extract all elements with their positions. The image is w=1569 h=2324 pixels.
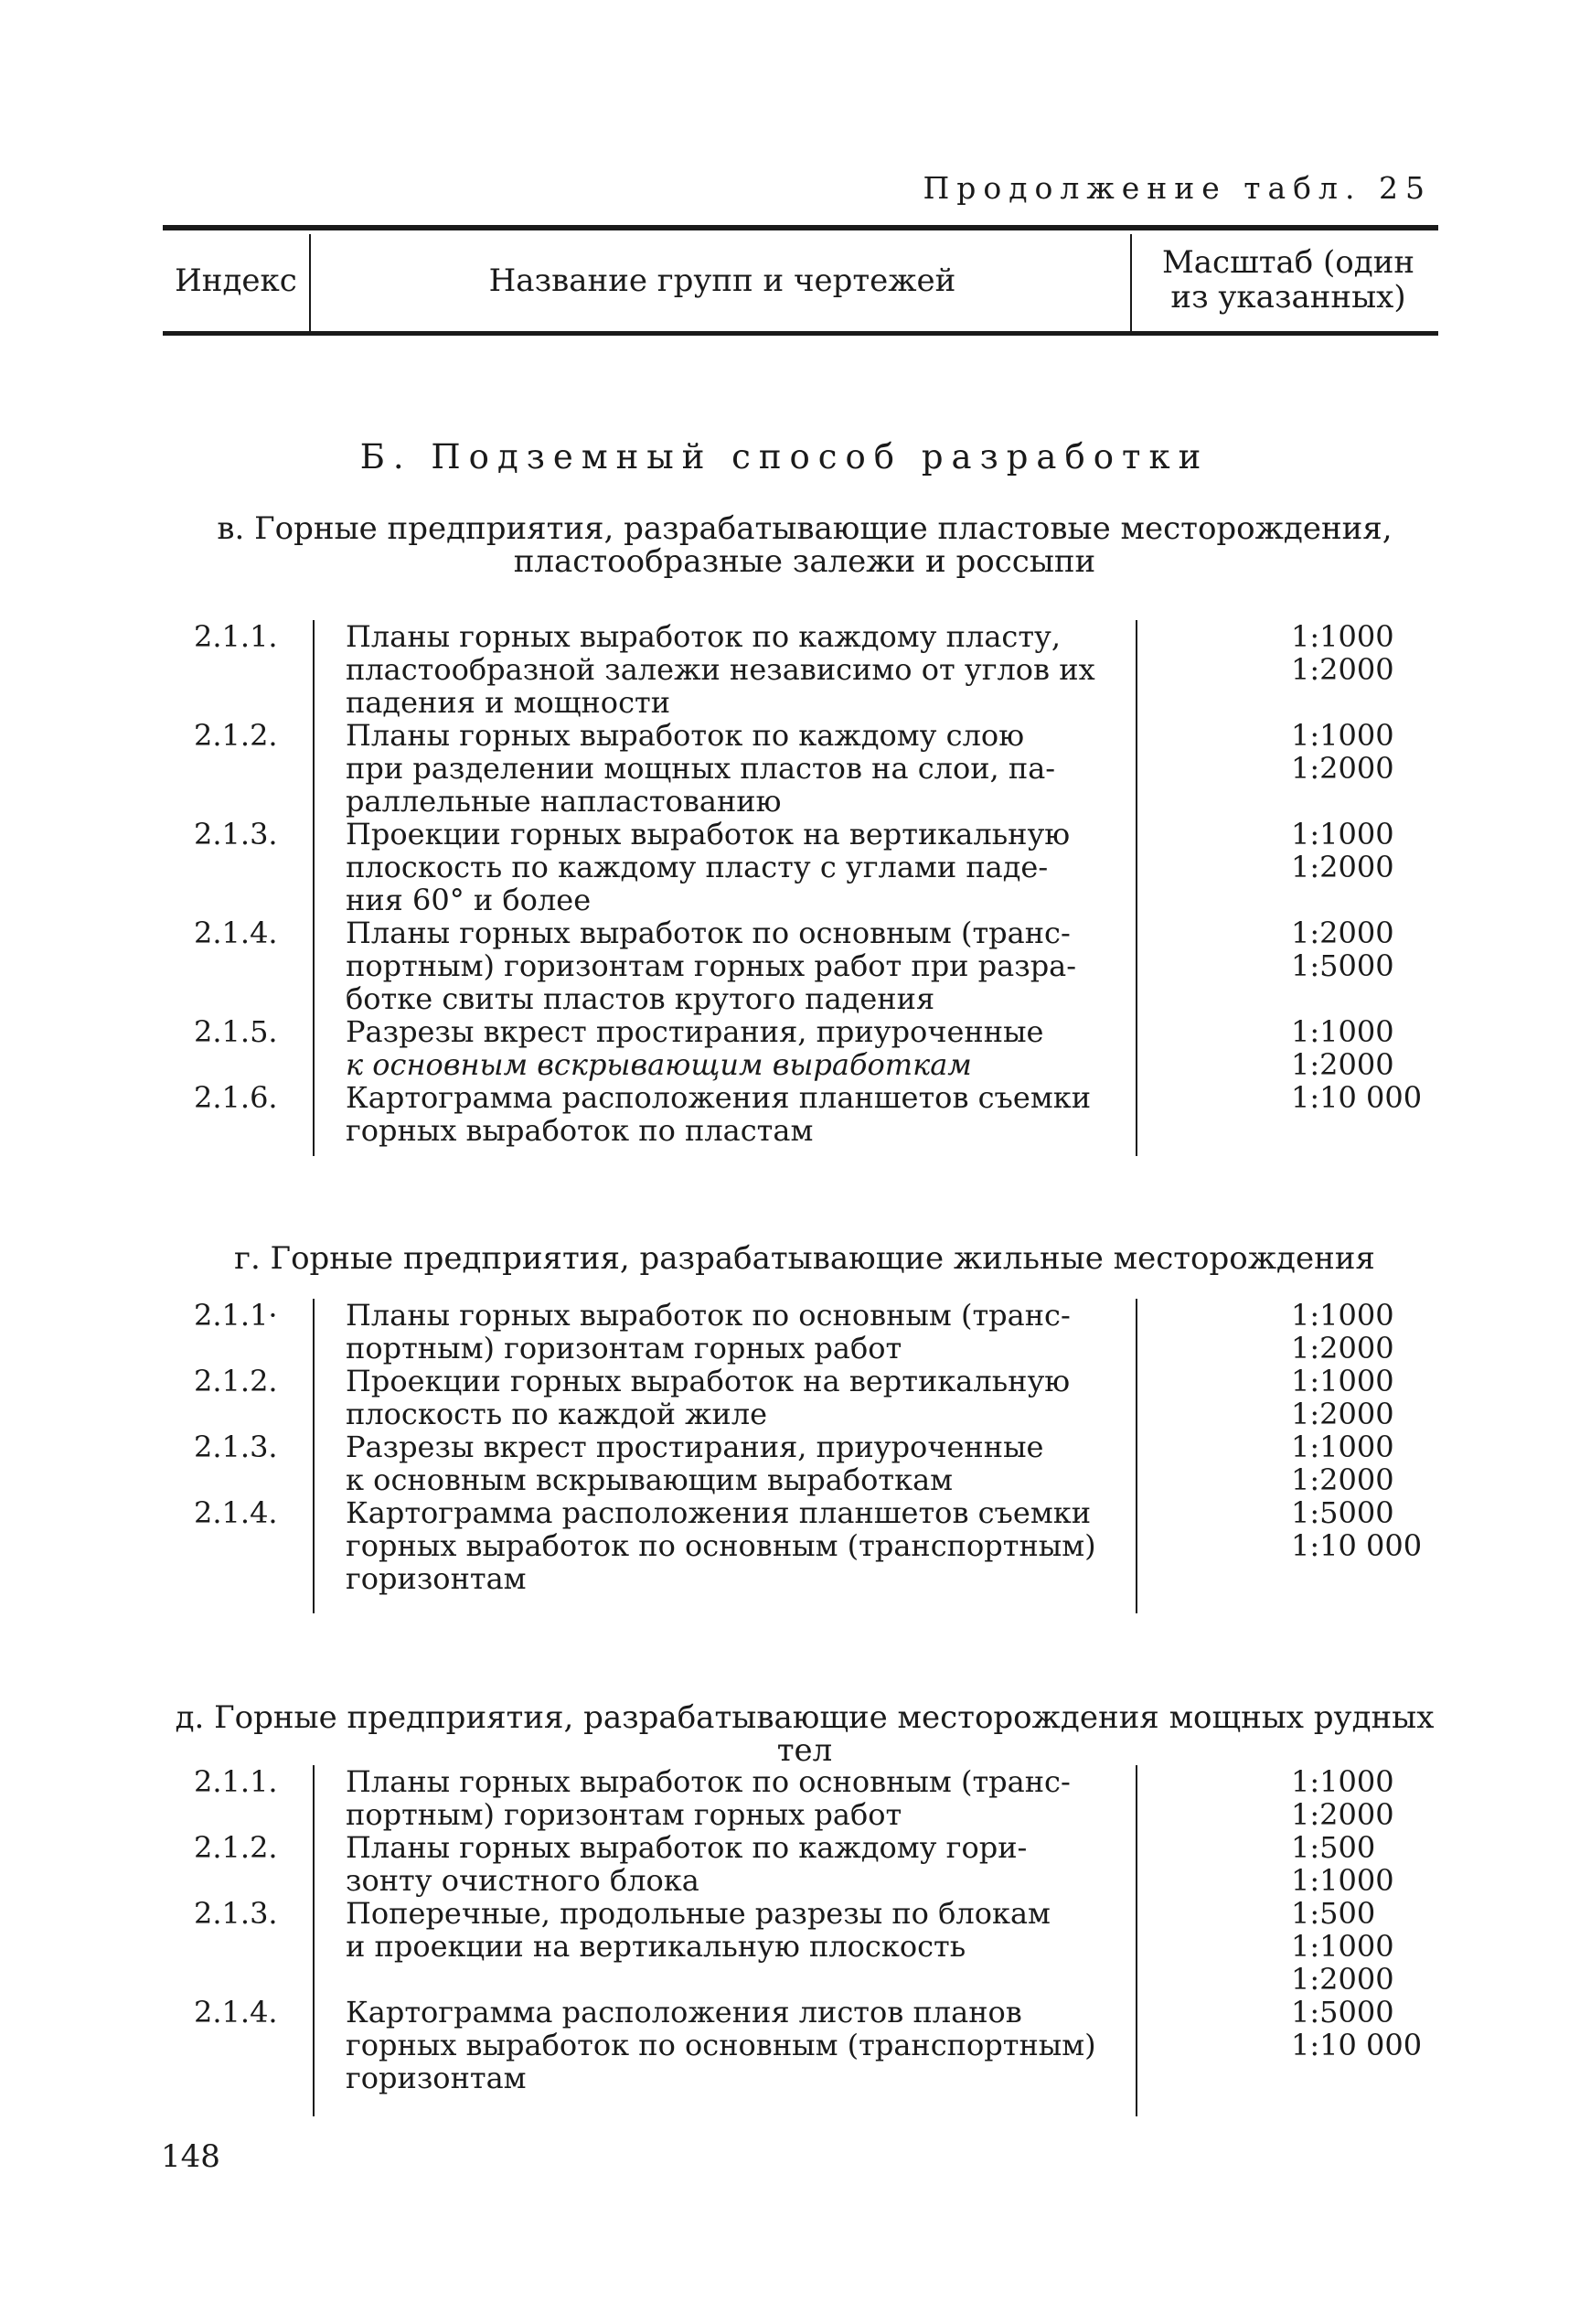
header-divider-1 bbox=[309, 234, 311, 331]
name-line: ботке свиты пластов крутого падения bbox=[346, 981, 935, 1016]
row-scales bbox=[1136, 1081, 1445, 1147]
row-scales bbox=[1136, 916, 1445, 1015]
header-scale bbox=[1138, 245, 1438, 315]
name-line: плоскость по каждому пласту с углами паде- bbox=[346, 850, 1049, 884]
scale-value: 1:1000 bbox=[1291, 1863, 1394, 1898]
table-block-d bbox=[165, 1765, 1445, 2116]
column-divider bbox=[1136, 620, 1137, 1156]
table-row bbox=[165, 916, 1445, 1015]
row-index: 2.1.5. bbox=[194, 1014, 278, 1049]
name-line: Планы горных выработок по каждому пласту, bbox=[346, 619, 1062, 654]
name-line: горных выработок по основным (транспортным) bbox=[346, 2028, 1096, 2062]
row-index: 2.1.4. bbox=[194, 916, 278, 950]
row-index: 2.1.2. bbox=[194, 1364, 278, 1398]
scale-value: 1:1000 bbox=[1291, 1929, 1394, 1964]
scale-value: 1:2000 bbox=[1291, 916, 1394, 950]
name-line: Картограмма расположения листов планов bbox=[346, 1995, 1022, 2029]
row-name bbox=[313, 1430, 1136, 1496]
name-line: падения и мощности bbox=[346, 685, 671, 720]
name-line: раллельные напластованию bbox=[346, 784, 782, 819]
scale-value: 1:500 bbox=[1291, 1896, 1376, 1931]
row-name bbox=[313, 1765, 1136, 1831]
name-line: Разрезы вкрест простирания, приуроченные bbox=[346, 1430, 1044, 1464]
name-line: Картограмма расположения планшетов съемки bbox=[346, 1495, 1092, 1530]
row-index: 2.1.2. bbox=[194, 718, 278, 753]
table-row bbox=[165, 1897, 1445, 1996]
row-name bbox=[313, 1897, 1136, 1996]
scale-value: 1:1000 bbox=[1291, 817, 1394, 851]
row-index: 2.1.2. bbox=[194, 1830, 278, 1865]
scale-value: 1:1000 bbox=[1291, 1764, 1394, 1799]
row-name bbox=[313, 719, 1136, 818]
scale-value: 1:5000 bbox=[1291, 948, 1394, 983]
scale-value: 1:1000 bbox=[1291, 1014, 1394, 1049]
table-row bbox=[165, 1831, 1445, 1897]
group-title-line: в. Горные предприятия, разрабатывающие пластовые месторождения, bbox=[217, 510, 1393, 547]
name-line: и проекции на вертикальную плоскость bbox=[346, 1929, 966, 1964]
scale-value: 1:500 bbox=[1291, 1830, 1376, 1865]
scale-value: 1:2000 bbox=[1291, 1047, 1394, 1082]
table-row bbox=[165, 1365, 1445, 1430]
section-title: Б. Подземный способ разработки bbox=[359, 437, 1210, 477]
column-divider bbox=[1136, 1299, 1137, 1613]
group-title-line: д. Горные предприятия, разрабатывающие месторождения мощных рудных тел bbox=[175, 1699, 1435, 1769]
row-index: 2.1.3. bbox=[194, 1430, 278, 1464]
header-top-rule bbox=[163, 225, 1438, 230]
name-line: к основным вскрывающим выработкам bbox=[346, 1047, 972, 1082]
row-scales bbox=[1136, 1765, 1445, 1831]
name-line: к основным вскрывающим выработкам bbox=[346, 1462, 954, 1497]
name-line: горизонтам bbox=[346, 2061, 527, 2095]
scale-value: 1:2000 bbox=[1291, 1397, 1394, 1431]
name-line: Планы горных выработок по основным (транс- bbox=[346, 1764, 1071, 1799]
header-bottom-rule bbox=[163, 331, 1438, 336]
column-divider bbox=[313, 1299, 315, 1613]
scale-value: 1:2000 bbox=[1291, 751, 1394, 786]
scale-value: 1:1000 bbox=[1291, 1364, 1394, 1398]
row-scales bbox=[1136, 1897, 1445, 1996]
row-scales bbox=[1136, 1831, 1445, 1897]
name-line: Картограмма расположения планшетов съемки bbox=[346, 1080, 1092, 1115]
name-line: Планы горных выработок по каждому слою bbox=[346, 718, 1025, 753]
group-title-d bbox=[146, 1701, 1463, 1767]
table-row bbox=[165, 1015, 1445, 1081]
row-scales bbox=[1136, 1496, 1445, 1595]
table-row bbox=[165, 1081, 1445, 1147]
row-name bbox=[313, 1831, 1136, 1897]
scale-value: 1:1000 bbox=[1291, 718, 1394, 753]
row-index: 2.1.4. bbox=[194, 1495, 278, 1530]
table-row bbox=[165, 818, 1445, 916]
row-scales bbox=[1136, 1299, 1445, 1365]
row-name bbox=[313, 1496, 1136, 1595]
name-line: портным) горизонтам горных работ при разра- bbox=[346, 948, 1077, 983]
column-divider bbox=[1136, 1765, 1137, 2116]
scale-value: 1:2000 bbox=[1291, 1962, 1394, 1997]
row-name bbox=[313, 1015, 1136, 1081]
header-name: Название групп и чертежей bbox=[488, 262, 956, 299]
header-scale-line2: из указанных) bbox=[1170, 279, 1406, 316]
name-line: Поперечные, продольные разрезы по блокам bbox=[346, 1896, 1051, 1931]
scale-value: 1:1000 bbox=[1291, 1298, 1394, 1333]
row-index: 2.1.1· bbox=[194, 1298, 278, 1333]
table-continuation-label: Продолжение табл. 25 bbox=[923, 170, 1432, 206]
name-line: портным) горизонтам горных работ bbox=[346, 1331, 902, 1365]
name-line: Планы горных выработок по основным (транс- bbox=[346, 1298, 1071, 1333]
row-scales bbox=[1136, 1365, 1445, 1430]
page-number: 148 bbox=[161, 2138, 220, 2175]
scale-value: 1:10 000 bbox=[1291, 1528, 1423, 1563]
table-row bbox=[165, 1299, 1445, 1365]
row-name bbox=[313, 818, 1136, 916]
name-line: Проекции горных выработок на вертикальную bbox=[346, 1364, 1071, 1398]
column-divider bbox=[313, 620, 315, 1156]
name-line: портным) горизонтам горных работ bbox=[346, 1797, 902, 1832]
group-title-line: г. Горные предприятия, разрабатывающие жильные месторождения bbox=[234, 1240, 1375, 1277]
row-index: 2.1.4. bbox=[194, 1995, 278, 2029]
row-name bbox=[313, 916, 1136, 1015]
table-row bbox=[165, 620, 1445, 719]
scale-value: 1:2000 bbox=[1291, 1797, 1394, 1832]
name-line: пластообразной залежи независимо от углов их bbox=[346, 652, 1095, 687]
row-index: 2.1.3. bbox=[194, 817, 278, 851]
name-line: ния 60° и более bbox=[346, 883, 592, 917]
scale-value: 1:5000 bbox=[1291, 1995, 1394, 2029]
group-title-v bbox=[165, 512, 1445, 578]
table-block-v bbox=[165, 620, 1445, 1156]
row-name bbox=[313, 1365, 1136, 1430]
table-row bbox=[165, 1496, 1445, 1595]
header-index: Индекс bbox=[175, 262, 297, 299]
scale-value: 1:2000 bbox=[1291, 850, 1394, 884]
column-divider bbox=[313, 1765, 315, 2116]
table-row bbox=[165, 719, 1445, 818]
scale-value: 1:10 000 bbox=[1291, 2028, 1423, 2062]
name-line: при разделении мощных пластов на слои, па- bbox=[346, 751, 1056, 786]
table-row bbox=[165, 1765, 1445, 1831]
row-scales bbox=[1136, 1430, 1445, 1496]
name-line: Разрезы вкрест простирания, приуроченные bbox=[346, 1014, 1044, 1049]
row-scales bbox=[1136, 818, 1445, 916]
name-line: Планы горных выработок по основным (транс- bbox=[346, 916, 1071, 950]
scale-value: 1:1000 bbox=[1291, 619, 1394, 654]
table-row bbox=[165, 1430, 1445, 1496]
row-index: 2.1.1. bbox=[194, 619, 278, 654]
scale-value: 1:2000 bbox=[1291, 1462, 1394, 1497]
group-title-line: пластообразные залежи и россыпи bbox=[513, 543, 1096, 580]
table-row bbox=[165, 1996, 1445, 2094]
scale-value: 1:10 000 bbox=[1291, 1080, 1423, 1115]
name-line: горизонтам bbox=[346, 1561, 527, 1596]
table-block-g bbox=[165, 1299, 1445, 1613]
name-line: плоскость по каждой жиле bbox=[346, 1397, 768, 1431]
scale-value: 1:2000 bbox=[1291, 1331, 1394, 1365]
name-line: зонту очистного блока bbox=[346, 1863, 699, 1898]
header-scale-line1: Масштаб (один bbox=[1161, 244, 1415, 281]
group-title-g bbox=[165, 1242, 1445, 1275]
row-scales bbox=[1136, 620, 1445, 719]
scale-value: 1:1000 bbox=[1291, 1430, 1394, 1464]
name-line: Планы горных выработок по каждому гори- bbox=[346, 1830, 1028, 1865]
row-index: 2.1.6. bbox=[194, 1080, 278, 1115]
row-scales bbox=[1136, 1015, 1445, 1081]
header-divider-2 bbox=[1130, 234, 1132, 331]
name-line: Проекции горных выработок на вертикальную bbox=[346, 817, 1071, 851]
scale-value: 1:5000 bbox=[1291, 1495, 1394, 1530]
row-scales bbox=[1136, 719, 1445, 818]
scale-value: 1:2000 bbox=[1291, 652, 1394, 687]
row-name bbox=[313, 1299, 1136, 1365]
row-name bbox=[313, 1996, 1136, 2094]
row-index: 2.1.1. bbox=[194, 1764, 278, 1799]
name-line: горных выработок по основным (транспортным) bbox=[346, 1528, 1096, 1563]
name-line: горных выработок по пластам bbox=[346, 1113, 814, 1148]
row-index: 2.1.3. bbox=[194, 1896, 278, 1931]
row-name bbox=[313, 1081, 1136, 1147]
row-name bbox=[313, 620, 1136, 719]
row-scales bbox=[1136, 1996, 1445, 2094]
